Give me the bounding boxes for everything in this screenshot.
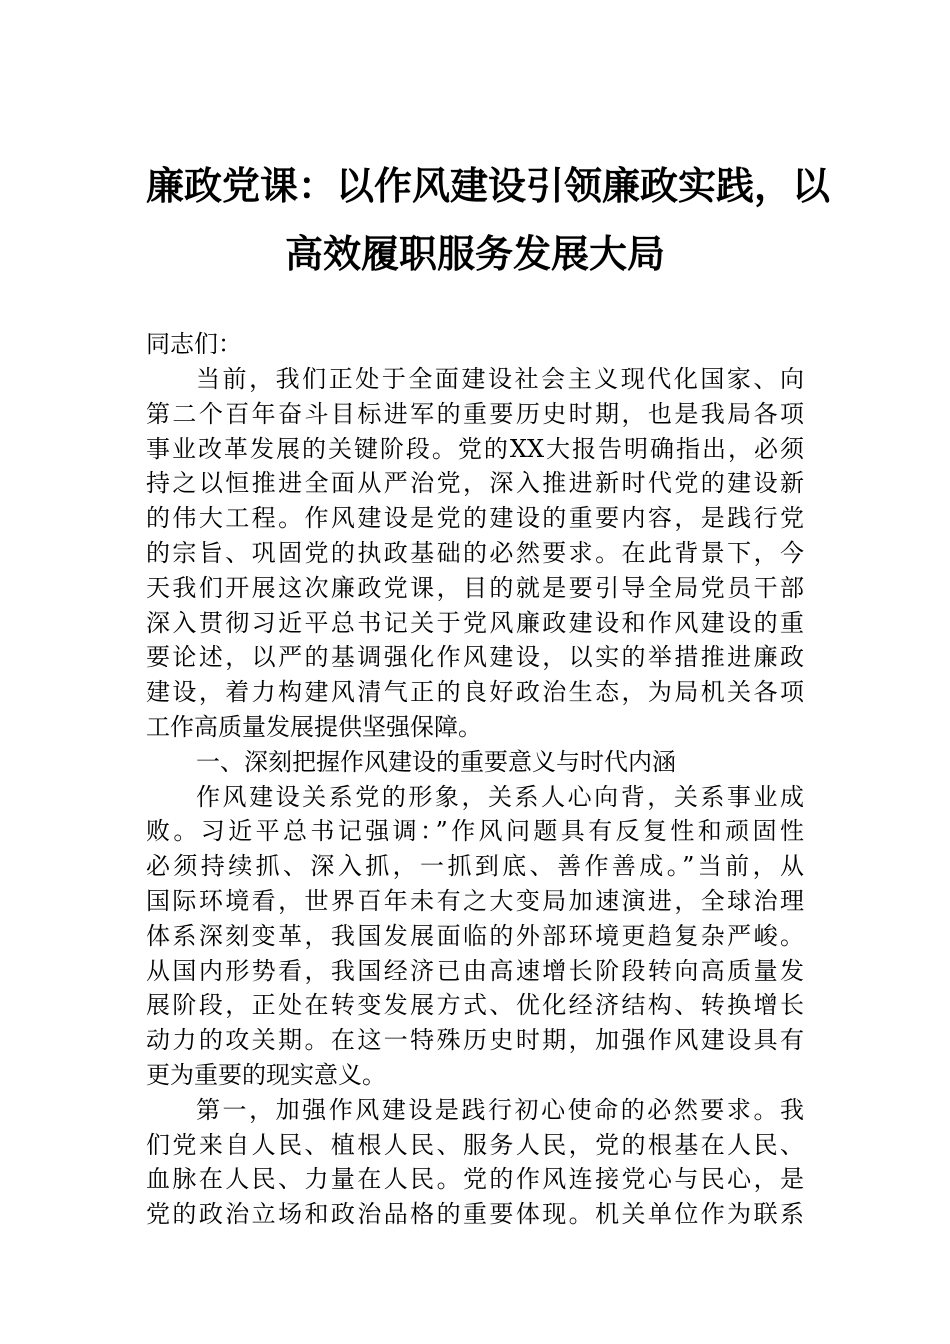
paragraph-1-line: 要论述，以严的基调强化作风建设，以实的举措推进廉政 [146,643,804,671]
paragraph-3-line: 第一，加强作风建设是践行初心使命的必然要求。我 [196,1096,804,1124]
paragraph-2-line: 从国内形势看，我国经济已由高速增长阶段转向高质量发 [146,957,804,985]
paragraph-2-line: 国际环境看，世界百年未有之大变局加速演进，全球治理 [146,887,804,915]
paragraph-2-line: 作风建设关系党的形象，关系人心向背，关系事业成 [196,783,804,811]
document-title-line-2: 高效履职服务发展大局 [284,231,665,276]
paragraph-1-line: 的伟大工程。作风建设是党的建设的重要内容，是践行党 [146,504,804,532]
salutation: 同志们： [146,330,242,358]
paragraph-1-line: 持之以恒推进全面从严治党，深入推进新时代党的建设新 [146,469,804,497]
paragraph-3-line: 党的政治立场和政治品格的重要体现。机关单位作为联系 [146,1200,804,1228]
paragraph-2-line: 体系深刻变革，我国发展面临的外部环境更趋复杂严峻。 [146,922,804,950]
paragraph-3-line: 血脉在人民、力量在人民。党的作风连接党心与民心，是 [146,1165,804,1193]
paragraph-1-line: 事业改革发展的关键阶段。党的XX大报告明确指出，必须 [146,435,804,463]
paragraph-2-line: 败。习近平总书记强调：”作风问题具有反复性和顽固性 [146,817,804,845]
paragraph-2-line: 更为重要的现实意义。 [146,1061,386,1089]
paragraph-1-line: 深入贯彻习近平总书记关于党风廉政建设和作风建设的重 [146,609,804,637]
paragraph-1-line: 的宗旨、巩固党的执政基础的必然要求。在此背景下，今 [146,539,804,567]
paragraph-2-line: 展阶段，正处在转变发展方式、优化经济结构、转换增长 [146,991,804,1019]
paragraph-1-line: 当前，我们正处于全面建设社会主义现代化国家、向 [196,365,804,393]
paragraph-1-line: 天我们开展这次廉政党课，目的就是要引导全局党员干部 [146,574,804,602]
paragraph-2-line: 动力的攻关期。在这一特殊历史时期，加强作风建设具有 [146,1026,804,1054]
paragraph-1-line: 工作高质量发展提供坚强保障。 [146,713,482,741]
section-heading-1: 一、深刻把握作风建设的重要意义与时代内涵 [196,748,676,776]
paragraph-1-line: 建设，着力构建风清气正的良好政治生态，为局机关各项 [146,678,804,706]
paragraph-1-line: 第二个百年奋斗目标进军的重要历史时期，也是我局各项 [146,400,804,428]
paragraph-3-line: 们党来自人民、植根人民、服务人民，党的根基在人民、 [146,1131,804,1159]
document-title-line-1: 廉政党课：以作风建设引领廉政实践，以 [146,163,831,208]
paragraph-2-line: 必须持续抓、深入抓，一抓到底、善作善成。”当前，从 [146,852,804,880]
